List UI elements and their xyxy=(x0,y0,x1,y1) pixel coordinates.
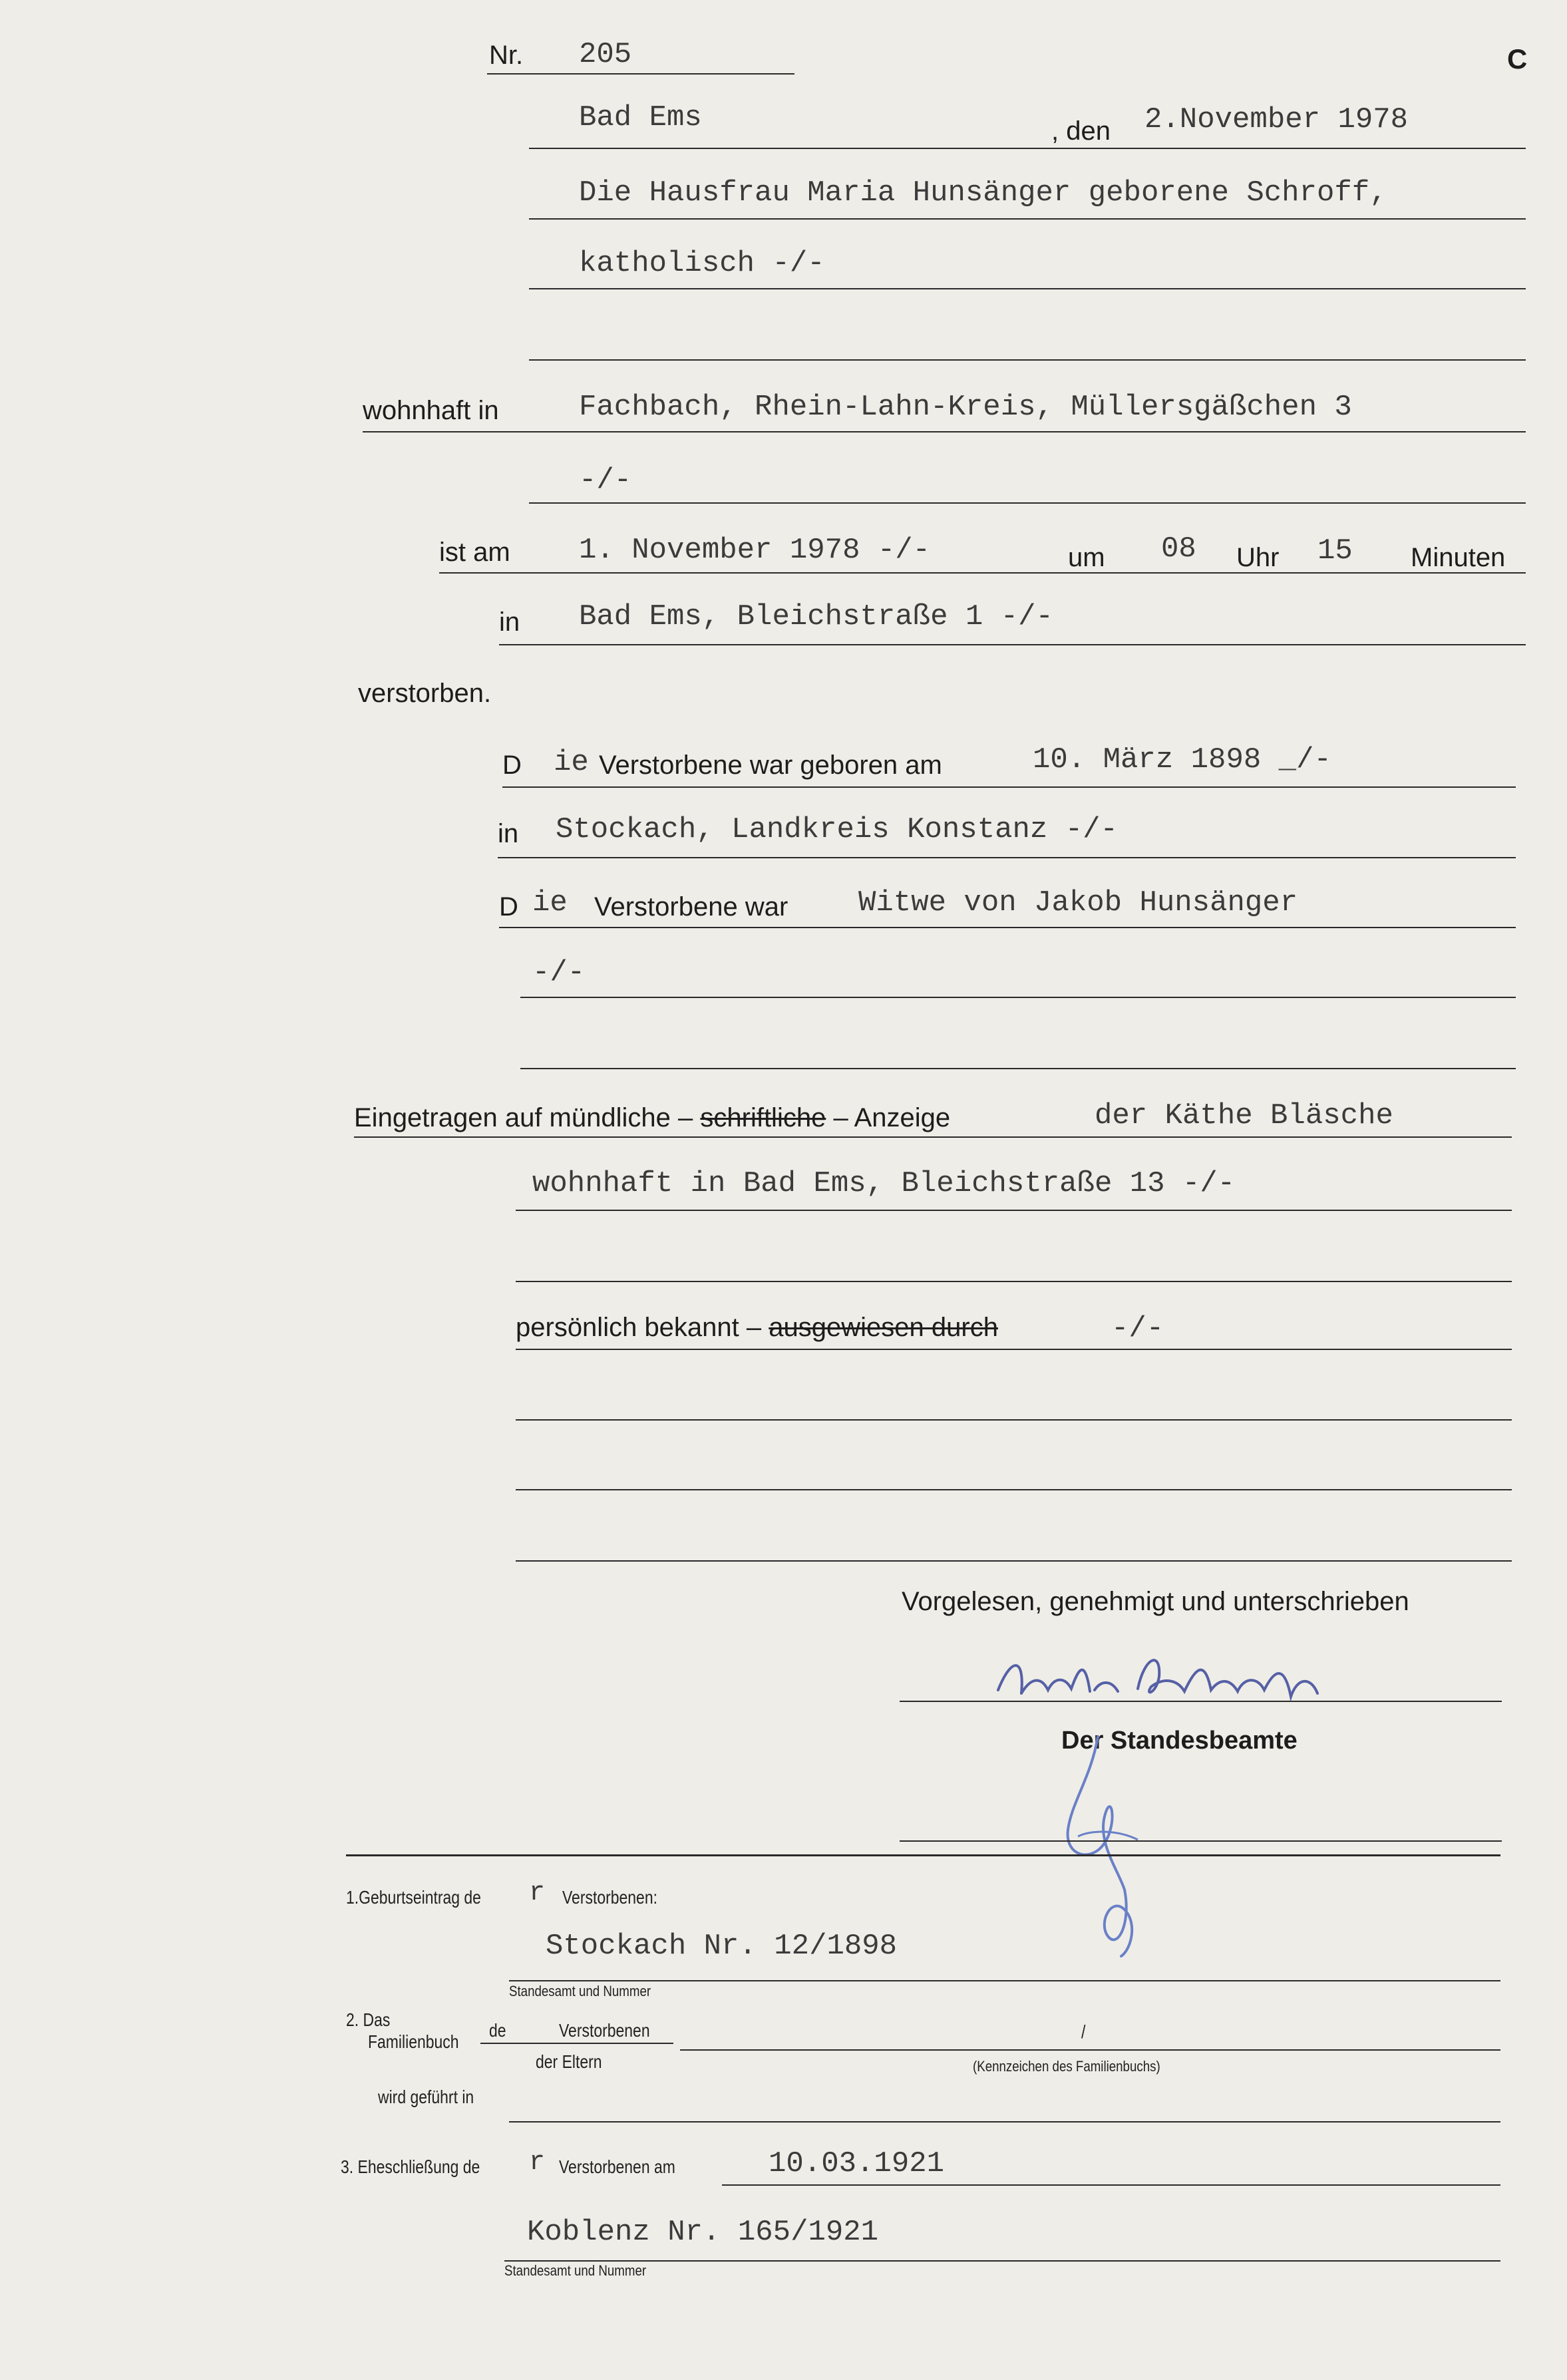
place-date-underline xyxy=(529,148,1526,149)
birth-place: Stockach, Landkreis Konstanz -/- xyxy=(556,813,1118,846)
status-underline xyxy=(499,927,1516,928)
status-underline-2 xyxy=(520,997,1516,998)
footer-item3-date: 10.03.1921 xyxy=(769,2147,945,2180)
footer-item3-date-underline xyxy=(722,2184,1500,2186)
birth-in-label: in xyxy=(498,819,519,848)
birth-date: 10. März 1898 _/- xyxy=(1033,743,1331,776)
blank-underline-5 xyxy=(516,1489,1512,1490)
footer-item2-num: 2. Das xyxy=(346,2009,391,2030)
death-place: Bad Ems, Bleichstraße 1 -/- xyxy=(579,600,1053,633)
footer-item2-slash: / xyxy=(1081,2021,1086,2042)
known-underline xyxy=(516,1349,1512,1350)
footer-item1-underline xyxy=(509,1980,1500,1981)
registrar-underline xyxy=(900,1840,1502,1842)
blank-underline-3 xyxy=(516,1281,1512,1282)
status-label: Verstorbene war xyxy=(594,892,788,922)
birth-place-underline xyxy=(498,857,1516,858)
signature-underline xyxy=(900,1701,1502,1702)
blank-underline-6 xyxy=(516,1560,1512,1562)
death-date: 1. November 1978 -/- xyxy=(579,534,931,567)
footer-item3-label: 3. Eheschließung de xyxy=(341,2156,480,2177)
residence-line-2: -/- xyxy=(579,464,632,497)
residence-underline-2 xyxy=(529,502,1526,504)
footer-item3-place: Koblenz Nr. 165/1921 xyxy=(527,2216,879,2249)
registrar-signature-icon xyxy=(1051,1723,1158,1963)
footer-item2-right-underline xyxy=(680,2049,1500,2051)
corner-letter: C xyxy=(1507,43,1528,75)
nr-value: 205 xyxy=(579,38,632,71)
wohnhaft-label: wohnhaft in xyxy=(363,396,499,425)
uhr-label: Uhr xyxy=(1236,543,1280,572)
registration-label-suffix: – Anzeige xyxy=(833,1103,951,1132)
birth-label: Verstorbene war geboren am xyxy=(599,751,942,780)
vorgelesen-text: Vorgelesen, genehmigt und unterschrieben xyxy=(902,1587,1409,1616)
registration-underline xyxy=(354,1136,1512,1138)
blank-underline-4 xyxy=(516,1419,1512,1421)
signature-text: Käthe Bläsche xyxy=(985,1630,989,1631)
religion-underline xyxy=(529,288,1526,289)
blank-underline-2 xyxy=(520,1068,1516,1069)
footer-item3-suffix: Verstorbenen am xyxy=(559,2156,675,2177)
informant-name: der Käthe Bläsche xyxy=(1095,1099,1393,1132)
um-label: um xyxy=(1068,543,1105,572)
death-place-underline xyxy=(499,644,1526,645)
informant-address-underline xyxy=(516,1210,1512,1211)
known-label xyxy=(516,1314,998,1341)
ist-am-label: ist am xyxy=(439,538,510,567)
birth-ie-typed: ie xyxy=(554,746,589,779)
den-label: , den xyxy=(1051,116,1111,146)
registration-label-struck: schriftliche xyxy=(700,1103,826,1132)
minuten-label: Minuten xyxy=(1411,543,1506,572)
date-value: 2.November 1978 xyxy=(1144,103,1409,136)
residence-line-1: Fachbach, Rhein-Lahn-Kreis, Müllersgäßchen 3 xyxy=(579,391,1352,424)
status-value: Witwe von Jakob Hunsänger xyxy=(858,886,1298,920)
deceased-name: Die Hausfrau Maria Hunsänger geborene Schroff, xyxy=(579,176,1387,210)
death-minute: 15 xyxy=(1317,534,1353,568)
birth-d-label: D xyxy=(502,751,522,780)
registration-label-prefix: Eingetragen auf mündliche – xyxy=(354,1103,693,1132)
birth-date-underline xyxy=(502,786,1516,788)
known-value: -/- xyxy=(1111,1312,1164,1345)
footer-item3-r: r xyxy=(529,2148,546,2178)
place-value: Bad Ems xyxy=(579,101,702,134)
status-line-2: -/- xyxy=(532,956,586,989)
death-date-underline xyxy=(439,572,1526,574)
footer-item2-kennzeichen: (Kennzeichen des Familienbuchs) xyxy=(973,2058,1160,2075)
registration-label xyxy=(354,1105,950,1131)
known-label-prefix: persönlich bekannt – xyxy=(516,1313,762,1342)
footer-item2-gefuehrt: wird geführt in xyxy=(378,2087,474,2107)
death-in-label: in xyxy=(499,607,520,637)
deceased-religion: katholisch -/- xyxy=(579,247,825,280)
status-d-label: D xyxy=(499,892,518,922)
residence-underline-1 xyxy=(363,431,1526,432)
known-label-struck: ausgewiesen durch xyxy=(769,1313,998,1342)
status-ie-typed: ie xyxy=(532,886,568,920)
name-underline xyxy=(529,218,1526,220)
blank-underline-1 xyxy=(529,359,1526,361)
footer-item3-caption: Standesamt und Nummer xyxy=(504,2262,647,2279)
footer-item1-r: r xyxy=(529,1878,546,1908)
footer-item2-verstorbenen: Verstorbenen xyxy=(559,2020,650,2041)
verstorben-label: verstorben. xyxy=(358,679,492,708)
footer-item1-value: Stockach Nr. 12/1898 xyxy=(546,1930,898,1963)
death-hour: 08 xyxy=(1161,532,1196,566)
footer-item2-de: de xyxy=(489,2020,506,2041)
footer-item2-gefuehrt-underline xyxy=(509,2121,1500,2123)
footer-item3-underline xyxy=(504,2260,1500,2262)
footer-item1-caption: Standesamt und Nummer xyxy=(509,1983,651,1999)
footer-item1-suffix: Verstorbenen: xyxy=(562,1887,657,1908)
informant-signature xyxy=(985,1630,1437,1723)
nr-underline xyxy=(487,73,794,75)
footer-item2-familienbuch: Familienbuch xyxy=(368,2031,459,2052)
nr-label: Nr. xyxy=(489,41,524,70)
footer-item1-label: 1.Geburtseintrag de xyxy=(346,1887,481,1908)
footer-item2-eltern: der Eltern xyxy=(536,2051,602,2072)
footer-separator xyxy=(346,1854,1500,1856)
standesbeamte-label: Der Standesbeamte xyxy=(1061,1727,1298,1755)
footer-item2-left-underline xyxy=(480,2043,673,2044)
informant-address: wohnhaft in Bad Ems, Bleichstraße 13 -/- xyxy=(532,1167,1236,1200)
